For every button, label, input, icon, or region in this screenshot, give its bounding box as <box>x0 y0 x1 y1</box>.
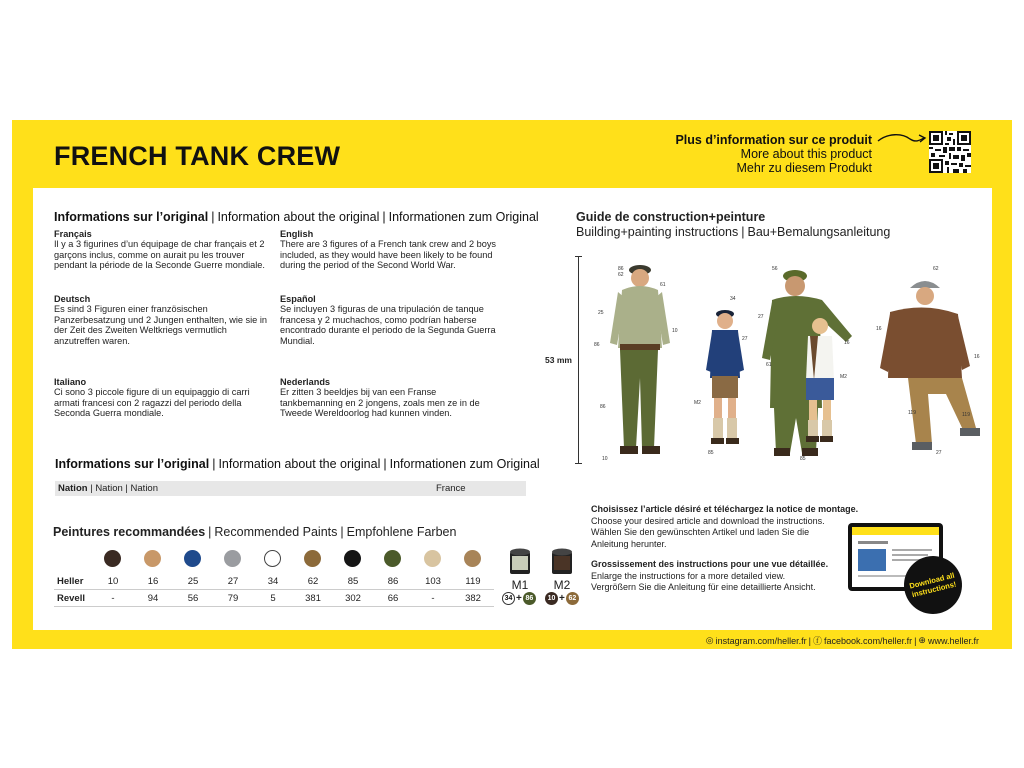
lang-block-es: Español Se incluyen 3 figuras de una tripulación de tanque francesa y 2 muchachos, como podrían haberse encontrado durante el periodo de la Segunda Guerra Mundial. <box>280 294 496 346</box>
facebook-link[interactable]: facebook.com/heller.fr <box>824 635 913 646</box>
revell-code: - <box>431 593 435 604</box>
paint-swatch <box>264 550 281 567</box>
row-divider <box>54 606 494 607</box>
paint-swatch <box>224 550 241 567</box>
figure-size: 53 mm <box>545 355 572 365</box>
revell-code: 302 <box>345 593 361 604</box>
svg-text:61: 61 <box>660 282 666 288</box>
paint-can-m1-icon <box>509 547 531 575</box>
svg-text:56: 56 <box>772 266 778 272</box>
paints-heading: Peintures recommandées | Recommended Paints | Empfohlene Farben <box>53 525 457 539</box>
svg-text:25: 25 <box>598 310 604 316</box>
arrow-icon <box>876 132 928 146</box>
paint-swatch <box>424 550 441 567</box>
figure-soldier-1 <box>610 265 670 454</box>
revell-code: - <box>111 593 115 604</box>
svg-text:34: 34 <box>730 296 736 302</box>
svg-text:16: 16 <box>844 340 850 346</box>
revell-code: 381 <box>305 593 321 604</box>
scale-tick <box>575 463 582 464</box>
svg-text:M2: M2 <box>694 400 701 406</box>
heller-code: 34 <box>267 576 279 587</box>
svg-text:86: 86 <box>600 404 606 410</box>
figure-boy-1 <box>706 310 744 444</box>
more-info-de: Mehr zu diesem Produkt <box>736 161 872 175</box>
nation-value: France <box>436 483 466 494</box>
mix-m1-label: M1 <box>511 578 529 592</box>
nation-row: Nation | Nation | Nation France <box>55 481 526 496</box>
revell-code: 66 <box>387 593 399 604</box>
heller-code: 27 <box>227 576 239 587</box>
heller-row-label: Heller <box>57 576 84 587</box>
svg-text:86: 86 <box>618 266 624 272</box>
heller-code: 25 <box>187 576 199 587</box>
svg-text:27: 27 <box>742 336 748 342</box>
paint-swatch <box>384 550 401 567</box>
instagram-icon: ◎ <box>705 635 714 645</box>
website-link[interactable]: www.heller.fr <box>927 635 979 646</box>
paint-swatch <box>184 550 201 567</box>
scale-tick <box>575 256 582 257</box>
svg-text:119: 119 <box>962 412 970 418</box>
row-divider <box>54 589 494 590</box>
guide-heading: Guide de construction+peinture Building+painting instructions | Bau+Bemalungsanleitung <box>576 210 891 239</box>
figure-boy-2 <box>806 318 834 442</box>
qr-code-icon[interactable] <box>929 131 971 173</box>
heller-code: 119 <box>465 576 481 587</box>
more-info-link[interactable] <box>675 133 872 175</box>
can-m2-color <box>554 556 570 570</box>
lang-block-fr: Français Il y a 3 figurines d’un équipage de char français et 2 garçons inclus, comme on aurait pu les trouver pendant la période de la Seconde Guerre mondiale. <box>54 229 265 271</box>
svg-text:62: 62 <box>933 266 939 272</box>
paint-can-m2-icon <box>551 547 573 575</box>
page-title: FRENCH TANK CREW <box>54 141 341 171</box>
svg-text:27: 27 <box>758 314 764 320</box>
revell-code: 382 <box>465 593 481 604</box>
mix-m2-label: M2 <box>553 578 571 592</box>
revell-code: 94 <box>147 593 159 604</box>
svg-text:85: 85 <box>800 456 806 462</box>
download-text: Choisissez l’article désiré et téléchargez la notice de montage. Choose your desired article and download the instructions. Wählen Sie den gewünschten Artikel und laden Sie die Anleitung herunter. <box>591 504 859 549</box>
paint-swatch <box>344 550 361 567</box>
svg-text:27: 27 <box>936 450 942 456</box>
svg-text:10: 10 <box>602 456 608 462</box>
globe-icon: ⊕ <box>918 635 926 645</box>
heller-code: 16 <box>147 576 159 587</box>
mix-m2-recipe: 10 + 62 <box>545 592 579 605</box>
heller-code: 10 <box>107 576 119 587</box>
svg-text:10: 10 <box>672 328 678 334</box>
paint-swatch <box>304 550 321 567</box>
facebook-icon: ⓕ <box>813 636 823 646</box>
social-links: ◎ instagram.com/heller.fr | ⓕ facebook.com/heller.fr | ⊕ www.heller.fr <box>705 635 979 646</box>
svg-text:62: 62 <box>618 272 624 278</box>
lang-block-de: Deutsch Es sind 3 Figuren einer französischen Panzerbesatzung und 2 Jungen enthalten, wie sie in der Zeit des Zweiten Weltkriegs vermutlich anzutreffen waren. <box>54 294 267 346</box>
heller-code: 85 <box>347 576 359 587</box>
more-info-en: More about this product <box>740 147 872 161</box>
figures-illustration <box>590 248 985 468</box>
lang-block-nl: Nederlands Er zitten 3 beeldjes bij van een Franse tankbemanning en 2 jongens, zoals men ze in de Tweede Wereldoorlog had kunnen vinden. <box>280 377 480 419</box>
download-badge[interactable]: Download all instructions! <box>898 550 968 620</box>
paint-swatch <box>144 550 161 567</box>
original-info-heading: Informations sur l’original | Information about the original | Informationen zum Original <box>54 210 539 224</box>
original-info-heading-2: Informations sur l’original | Information about the original | Informationen zum Original <box>55 457 540 471</box>
heller-code: 86 <box>387 576 399 587</box>
revell-row-label: Revell <box>57 593 85 604</box>
heller-code: 103 <box>425 576 441 587</box>
svg-text:85: 85 <box>708 450 714 456</box>
svg-text:119: 119 <box>908 410 916 416</box>
revell-code: 56 <box>187 593 199 604</box>
scale-line <box>578 256 579 464</box>
paint-swatch <box>464 550 481 567</box>
svg-text:61: 61 <box>766 362 772 368</box>
more-info-fr: Plus d’information sur ce produit <box>675 133 872 147</box>
figure-soldier-3 <box>880 281 980 450</box>
paint-swatch <box>104 550 121 567</box>
svg-text:16: 16 <box>974 354 980 360</box>
lang-block-en: English There are 3 figures of a French tank crew and 2 boys included, as they would have been likely to be found during the period of the Second World War. <box>280 229 497 271</box>
heller-code: 62 <box>307 576 319 587</box>
svg-text:16: 16 <box>876 326 882 332</box>
lang-block-it: Italiano Ci sono 3 piccole figure di un equipaggio di carri armati francesi con 2 ragazzi del periodo della Seconda Guerra mondiale. <box>54 377 250 419</box>
can-m1-color <box>512 556 528 570</box>
svg-text:M2: M2 <box>840 374 847 380</box>
mix-m1-recipe: 34 + 86 <box>502 592 536 605</box>
revell-code: 5 <box>270 593 276 604</box>
instagram-link[interactable]: instagram.com/heller.fr <box>715 635 807 646</box>
svg-text:86: 86 <box>594 342 600 348</box>
zoom-text: Grossissement des instructions pour une vue détaillée. Enlarge the instructions for a more detailed view. Vergrößern Sie die Anleitung für eine detaillierte Ansicht. <box>591 559 829 593</box>
revell-code: 79 <box>227 593 239 604</box>
